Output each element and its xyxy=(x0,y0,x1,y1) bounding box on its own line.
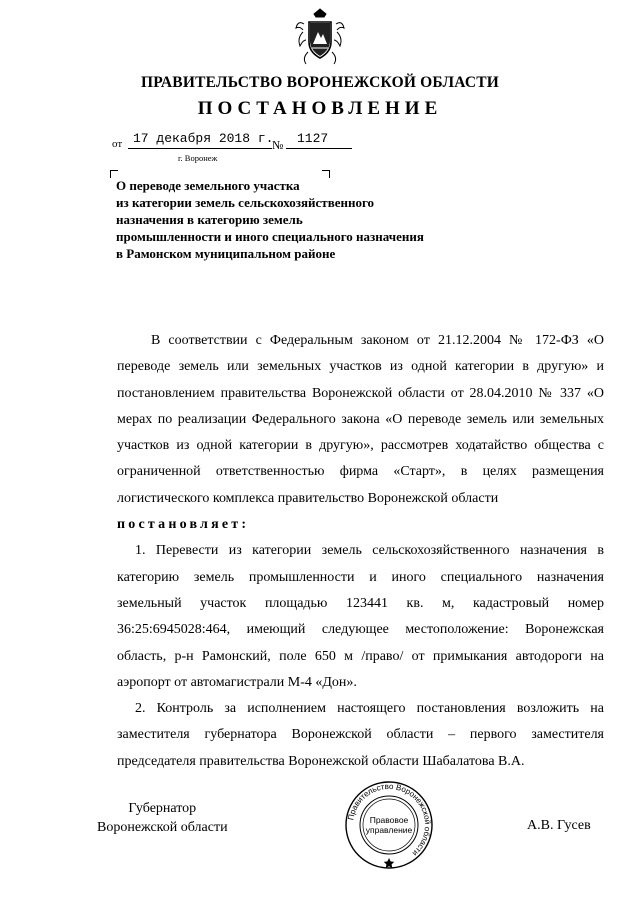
signatory-position xyxy=(97,799,228,837)
city-label: г. Воронеж xyxy=(178,153,218,163)
number-value: 1127 xyxy=(297,131,329,146)
legal-department-stamp xyxy=(341,780,437,870)
preamble-paragraph: В соответствии с Федеральным законом от 21.12.2004 № 172-ФЗ «О переводе земель или земельных участков из одной категории в другую» и постановлением правительства Воронежской области от 28.04.2010 № 337 «О мерах по реализации Федерального закона «О переводе земель или земельных участков из одной категории в другую», рассмотрев ходатайство общества с ограниченной ответственностью фирма «Старт», в целях размещения логистического комплекса правительство Воронежской области xyxy=(117,333,604,506)
number-prefix: № xyxy=(272,138,284,152)
government-title: ПРАВИТЕЛЬСТВО ВОРОНЕЖСКОЙ ОБЛАСТИ xyxy=(140,74,500,91)
stamp-inner-line: управление xyxy=(365,825,413,835)
date-value: 17 декабря 2018 г. xyxy=(133,131,274,146)
item-paragraph-1: 1. Перевести из категории земель сельскохозяйственного назначения в категорию земель промышленности и иного специального назначения земельный участок площадью 123441 кв. м, кадастровый номер 36:25:6945028:464, имеющий следующее местоположение: Воронежская область, р-н Рамонский, поле 650 м /право/ от примыкания автодороги на аэропорт от автомагистрали М-4 «Дон». xyxy=(117,543,604,690)
date-prefix: от xyxy=(112,138,123,150)
subject-line: в Рамонском муниципальном районе xyxy=(116,246,336,261)
document-type-title: ПОСТАНОВЛЕНИЕ xyxy=(197,98,443,119)
position-line: Губернатор xyxy=(128,801,197,816)
document-body xyxy=(117,328,604,775)
stamp-inner-line: Правовое xyxy=(369,815,409,825)
subject-line: О переводе земельного участка xyxy=(116,178,300,193)
subject-line: из категории земель сельскохозяйственного xyxy=(116,195,375,210)
stamp-outer-text: Правительство Воронежской области xyxy=(346,781,433,858)
position-line: Воронежской области xyxy=(97,820,228,835)
item-paragraph-2: 2. Контроль за исполнением настоящего постановления возложить на заместителя губернатора Воронежской области – первого заместителя председателя правительства Воронежской области Шабалатова В.А. xyxy=(117,701,604,769)
coat-of-arms-icon xyxy=(294,8,346,66)
subject-line: промышленности и иного специального назначения xyxy=(116,229,424,244)
document-subject xyxy=(116,177,496,262)
signatory-name: А.В. Гусев xyxy=(527,818,591,833)
subject-line: назначения в категорию земель xyxy=(116,212,303,227)
date-underline xyxy=(128,148,272,149)
number-underline xyxy=(286,148,352,149)
decree-word: постановляет: xyxy=(117,517,250,533)
star-icon xyxy=(384,858,394,868)
